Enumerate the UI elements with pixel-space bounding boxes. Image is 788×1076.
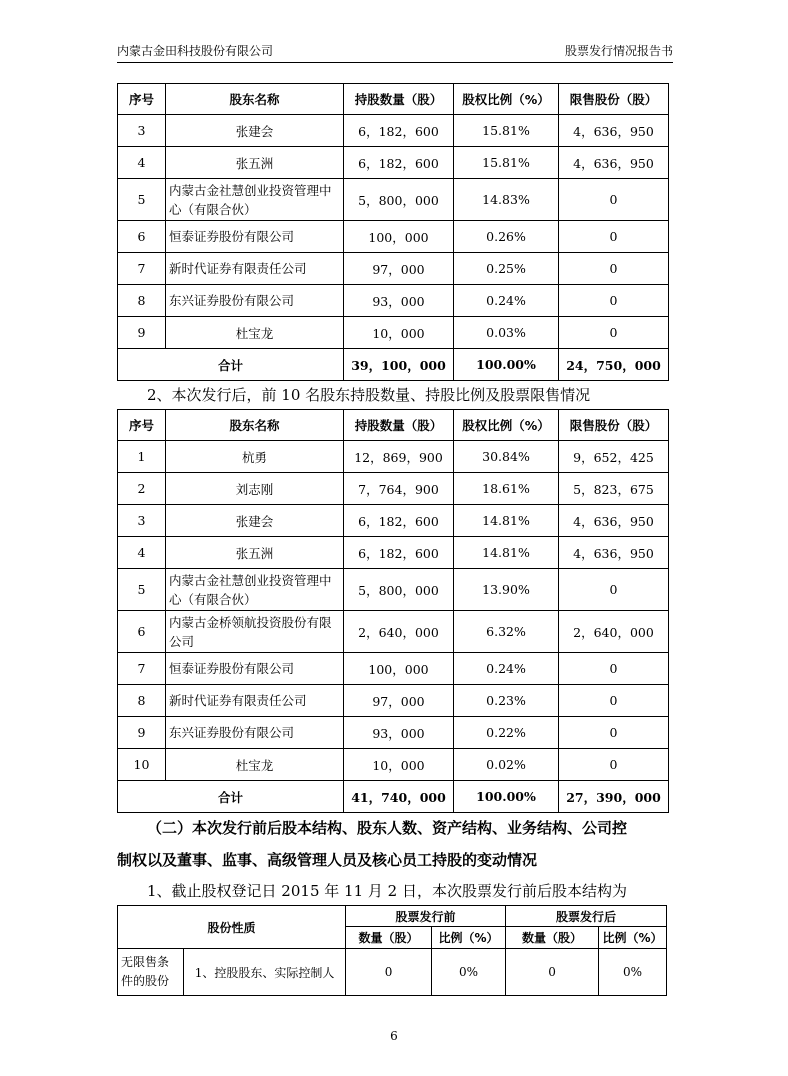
shares-held: 7，764，900 bbox=[344, 473, 454, 505]
shares-held: 10，000 bbox=[344, 749, 454, 781]
table-row bbox=[118, 717, 669, 749]
shareholder-name: 杭勇 bbox=[166, 441, 344, 473]
table-row bbox=[118, 253, 669, 285]
total-row bbox=[118, 349, 669, 381]
shares-held: 100，000 bbox=[344, 653, 454, 685]
shares-held: 100，000 bbox=[344, 221, 454, 253]
shareholder-table-after bbox=[117, 409, 669, 813]
table-row bbox=[118, 179, 669, 221]
shares-held: 97，000 bbox=[344, 253, 454, 285]
equity-ratio: 0.24% bbox=[454, 653, 559, 685]
row-number: 3 bbox=[118, 505, 166, 537]
section-heading-line1: （二）本次发行前后股本结构、股东人数、资产结构、业务结构、公司控 bbox=[147, 819, 628, 837]
col-header: 序号 bbox=[118, 84, 166, 115]
col-header-nature: 股份性质 bbox=[118, 906, 346, 949]
table-header-row bbox=[118, 84, 669, 115]
row-number: 2 bbox=[118, 473, 166, 505]
restricted-shares: 4，636，950 bbox=[559, 147, 669, 179]
shareholder-table-before bbox=[117, 83, 669, 381]
table-header-row bbox=[118, 410, 669, 441]
table-row bbox=[118, 115, 669, 147]
restricted-shares: 0 bbox=[559, 285, 669, 317]
table-row bbox=[118, 569, 669, 611]
row-number: 6 bbox=[118, 221, 166, 253]
row-number: 7 bbox=[118, 653, 166, 685]
table-row bbox=[118, 653, 669, 685]
row-number: 8 bbox=[118, 285, 166, 317]
col-header-after: 股票发行后 bbox=[506, 906, 667, 927]
equity-ratio: 18.61% bbox=[454, 473, 559, 505]
restricted-shares: 0 bbox=[559, 253, 669, 285]
shares-held: 97，000 bbox=[344, 685, 454, 717]
shares-held: 93，000 bbox=[344, 285, 454, 317]
col-header: 限售股份（股） bbox=[559, 410, 669, 441]
row-number: 7 bbox=[118, 253, 166, 285]
total-row bbox=[118, 781, 669, 813]
equity-ratio: 15.81% bbox=[454, 115, 559, 147]
after-qty: 0 bbox=[506, 949, 599, 996]
before-ratio: 0% bbox=[432, 949, 506, 996]
table-row bbox=[118, 221, 669, 253]
equity-ratio: 0.25% bbox=[454, 253, 559, 285]
restricted-shares: 0 bbox=[559, 685, 669, 717]
table-row bbox=[118, 685, 669, 717]
shareholder-name: 张五洲 bbox=[166, 147, 344, 179]
col-header: 持股数量（股） bbox=[344, 84, 454, 115]
table-row bbox=[118, 147, 669, 179]
share-item: 1、控股股东、实际控制人 bbox=[184, 949, 346, 996]
table-row bbox=[118, 749, 669, 781]
shareholder-name: 内蒙古金社慧创业投资管理中心（有限合伙） bbox=[166, 179, 344, 221]
total-shares: 39，100，000 bbox=[344, 349, 454, 381]
col-header: 持股数量（股） bbox=[344, 410, 454, 441]
total-ratio: 100.00% bbox=[454, 349, 559, 381]
shareholder-name: 恒泰证券股份有限公司 bbox=[166, 653, 344, 685]
restricted-shares: 0 bbox=[559, 569, 669, 611]
table-row bbox=[118, 285, 669, 317]
shares-held: 6，182，600 bbox=[344, 537, 454, 569]
shares-held: 6，182，600 bbox=[344, 115, 454, 147]
share-structure-table bbox=[117, 905, 667, 996]
equity-ratio: 0.03% bbox=[454, 317, 559, 349]
total-label: 合计 bbox=[118, 781, 344, 813]
equity-ratio: 13.90% bbox=[454, 569, 559, 611]
row-number: 5 bbox=[118, 179, 166, 221]
before-qty: 0 bbox=[346, 949, 432, 996]
equity-ratio: 14.81% bbox=[454, 537, 559, 569]
shares-held: 10，000 bbox=[344, 317, 454, 349]
equity-ratio: 15.81% bbox=[454, 147, 559, 179]
restricted-shares: 5，823，675 bbox=[559, 473, 669, 505]
table-row bbox=[118, 949, 667, 996]
shareholder-name: 杜宝龙 bbox=[166, 749, 344, 781]
shareholder-name: 刘志刚 bbox=[166, 473, 344, 505]
col-header: 股东名称 bbox=[166, 410, 344, 441]
equity-ratio: 0.23% bbox=[454, 685, 559, 717]
structure-header-row bbox=[118, 906, 667, 927]
col-header: 股权比例（%） bbox=[454, 410, 559, 441]
section-paragraph: 1、截止股权登记日 2015 年 11 月 2 日，本次股票发行前后股本结构为 bbox=[147, 882, 627, 900]
shares-held: 5，800，000 bbox=[344, 569, 454, 611]
shares-held: 6，182，600 bbox=[344, 147, 454, 179]
row-number: 4 bbox=[118, 537, 166, 569]
restricted-shares: 4，636，950 bbox=[559, 537, 669, 569]
restricted-shares: 9，652，425 bbox=[559, 441, 669, 473]
shares-held: 6，182，600 bbox=[344, 505, 454, 537]
table-row bbox=[118, 441, 669, 473]
shareholder-name: 新时代证券有限责任公司 bbox=[166, 685, 344, 717]
restricted-shares: 0 bbox=[559, 317, 669, 349]
table-row bbox=[118, 611, 669, 653]
equity-ratio: 30.84% bbox=[454, 441, 559, 473]
shareholder-name: 内蒙古金社慧创业投资管理中心（有限合伙） bbox=[166, 569, 344, 611]
restricted-shares: 0 bbox=[559, 179, 669, 221]
shareholder-name: 张建会 bbox=[166, 115, 344, 147]
col-header: 股权比例（%） bbox=[454, 84, 559, 115]
shareholder-name: 东兴证券股份有限公司 bbox=[166, 717, 344, 749]
page-number: 6 bbox=[390, 1029, 398, 1043]
col-header-ratio: 比例（%） bbox=[599, 927, 667, 949]
row-number: 3 bbox=[118, 115, 166, 147]
restricted-shares: 0 bbox=[559, 749, 669, 781]
shareholder-name: 杜宝龙 bbox=[166, 317, 344, 349]
shares-held: 12，869，900 bbox=[344, 441, 454, 473]
shareholder-name: 东兴证券股份有限公司 bbox=[166, 285, 344, 317]
col-header: 序号 bbox=[118, 410, 166, 441]
table-row bbox=[118, 317, 669, 349]
row-number: 8 bbox=[118, 685, 166, 717]
equity-ratio: 0.26% bbox=[454, 221, 559, 253]
restricted-shares: 2，640，000 bbox=[559, 611, 669, 653]
col-header-qty: 数量（股） bbox=[346, 927, 432, 949]
col-header-before: 股票发行前 bbox=[346, 906, 506, 927]
col-header-qty: 数量（股） bbox=[506, 927, 599, 949]
table-row bbox=[118, 473, 669, 505]
section-paragraph: 2、本次发行后，前 10 名股东持股数量、持股比例及股票限售情况 bbox=[147, 386, 591, 404]
total-restricted: 24，750，000 bbox=[559, 349, 669, 381]
restricted-shares: 0 bbox=[559, 717, 669, 749]
row-number: 1 bbox=[118, 441, 166, 473]
total-ratio: 100.00% bbox=[454, 781, 559, 813]
col-header: 限售股份（股） bbox=[559, 84, 669, 115]
col-header: 股东名称 bbox=[166, 84, 344, 115]
restricted-shares: 0 bbox=[559, 653, 669, 685]
row-number: 9 bbox=[118, 717, 166, 749]
shareholder-name: 内蒙古金桥领航投资股份有限公司 bbox=[166, 611, 344, 653]
row-number: 5 bbox=[118, 569, 166, 611]
shares-held: 93，000 bbox=[344, 717, 454, 749]
header-report-title: 股票发行情况报告书 bbox=[564, 44, 673, 58]
equity-ratio: 0.22% bbox=[454, 717, 559, 749]
row-number: 10 bbox=[118, 749, 166, 781]
equity-ratio: 0.24% bbox=[454, 285, 559, 317]
restricted-shares: 4，636，950 bbox=[559, 115, 669, 147]
total-restricted: 27，390，000 bbox=[559, 781, 669, 813]
table-row bbox=[118, 537, 669, 569]
total-shares: 41，740，000 bbox=[344, 781, 454, 813]
shareholder-name: 恒泰证券股份有限公司 bbox=[166, 221, 344, 253]
equity-ratio: 14.81% bbox=[454, 505, 559, 537]
after-ratio: 0% bbox=[599, 949, 667, 996]
share-category: 无限售条件的股份 bbox=[118, 949, 184, 996]
page-header bbox=[117, 44, 673, 63]
shareholder-name: 新时代证券有限责任公司 bbox=[166, 253, 344, 285]
shareholder-name: 张五洲 bbox=[166, 537, 344, 569]
shares-held: 5，800，000 bbox=[344, 179, 454, 221]
row-number: 4 bbox=[118, 147, 166, 179]
equity-ratio: 14.83% bbox=[454, 179, 559, 221]
shares-held: 2，640，000 bbox=[344, 611, 454, 653]
row-number: 6 bbox=[118, 611, 166, 653]
section-heading-line2: 制权以及董事、监事、高级管理人员及核心员工持股的变动情况 bbox=[117, 851, 538, 869]
equity-ratio: 0.02% bbox=[454, 749, 559, 781]
row-number: 9 bbox=[118, 317, 166, 349]
header-company: 内蒙古金田科技股份有限公司 bbox=[117, 44, 274, 58]
col-header-ratio: 比例（%） bbox=[432, 927, 506, 949]
table-row bbox=[118, 505, 669, 537]
restricted-shares: 0 bbox=[559, 221, 669, 253]
equity-ratio: 6.32% bbox=[454, 611, 559, 653]
shareholder-name: 张建会 bbox=[166, 505, 344, 537]
total-label: 合计 bbox=[118, 349, 344, 381]
restricted-shares: 4，636，950 bbox=[559, 505, 669, 537]
